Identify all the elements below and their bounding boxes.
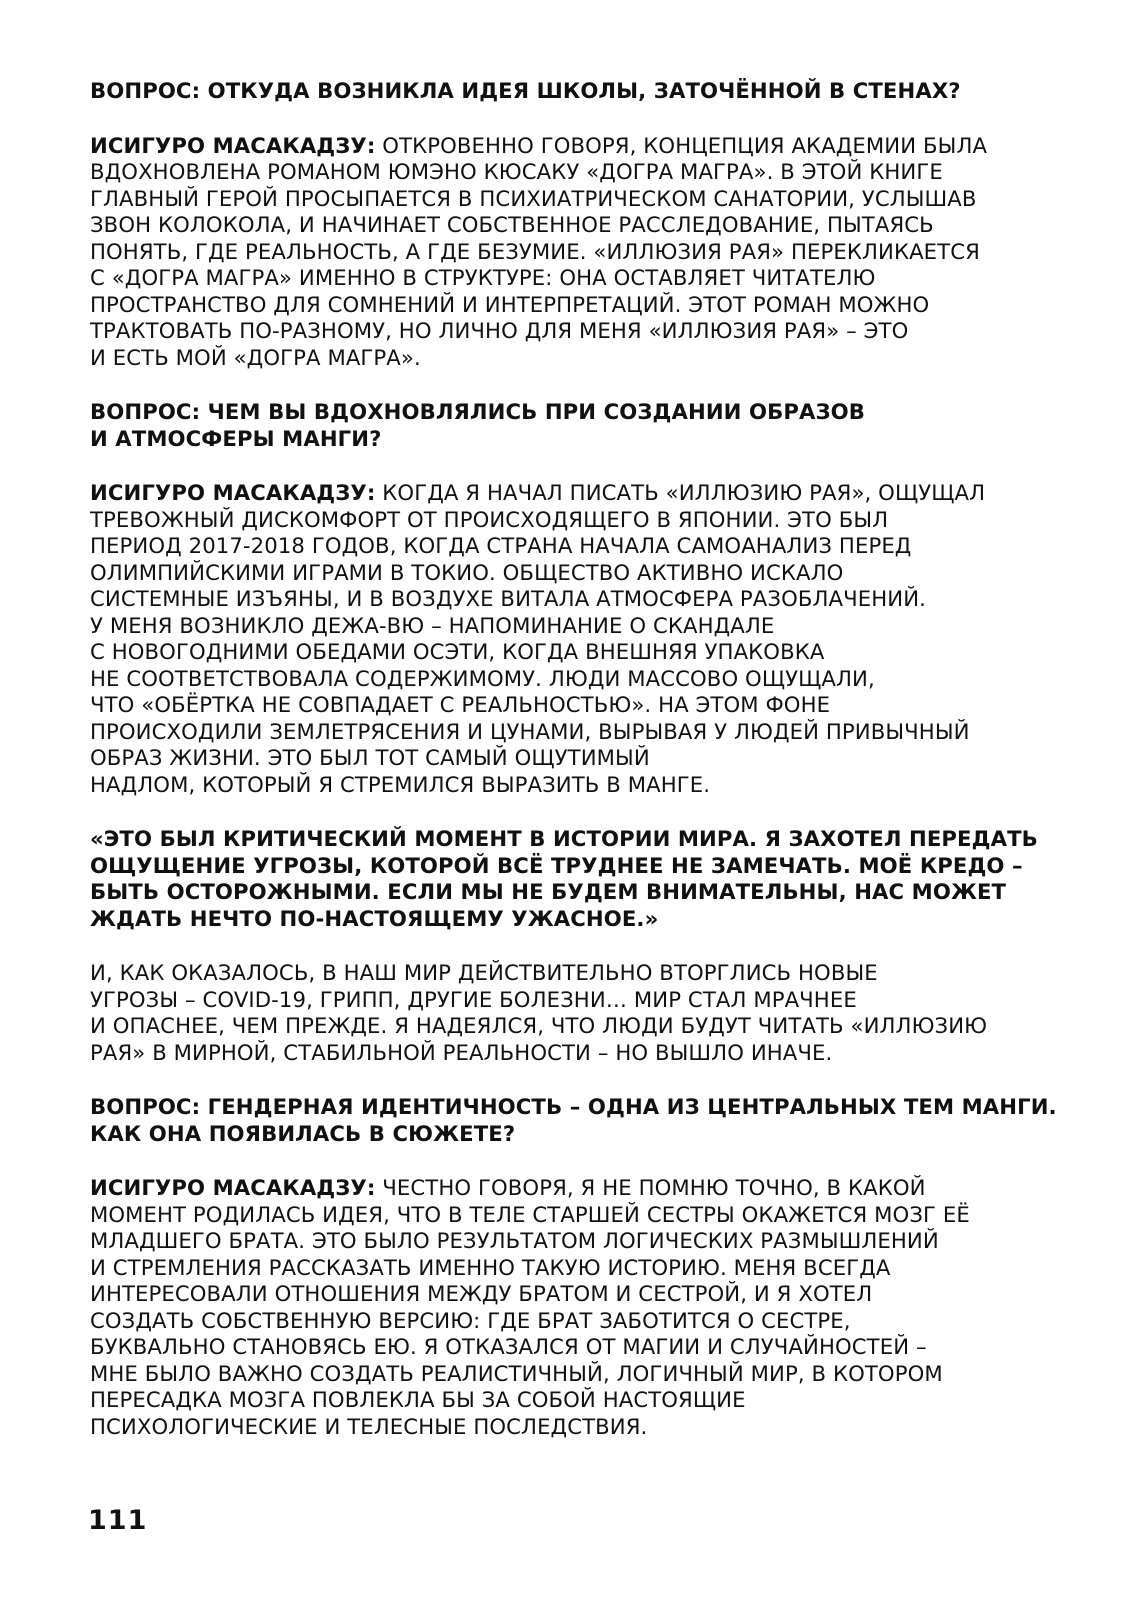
answer-3-line: МЛАДШЕГО БРАТА. ЭТО БЫЛО РЕЗУЛЬТАТОМ ЛОГИЧЕСКИХ РАЗМЫШЛЕНИЙ [90,1228,939,1253]
quote-line: ЖДАТЬ НЕЧТО ПО-НАСТОЯЩЕМУ УЖАСНОЕ.» [90,905,659,931]
pull-quote [90,826,1038,932]
question-3-line: КАК ОНА ПОЯВИЛАСЬ В СЮЖЕТЕ? [90,1120,516,1146]
answer-1-line: И ЕСТЬ МОЙ «ДОГРА МАГРА». [90,344,421,370]
paragraph-line: УГРОЗЫ – COVID-19, ГРИПП, ДРУГИЕ БОЛЕЗНИ… МИР СТАЛ МРАЧНЕЕ [90,986,857,1012]
answer-2-line: СИСТЕМНЫЕ ИЗЪЯНЫ, И В ВОЗДУХЕ ВИТАЛА АТМОСФЕРА РАЗОБЛАЧЕНИЙ. [90,586,927,611]
answer-3-line: МОМЕНТ РОДИЛАСЬ ИДЕЯ, ЧТО В ТЕЛЕ СТАРШЕЙ СЕСТРЫ ОКАЖЕТСЯ МОЗГ ЕЁ [90,1201,970,1227]
answer-2-line: ПЕРИОД 2017-2018 ГОДОВ, КОГДА СТРАНА НАЧАЛА САМОАНАЛИЗ ПЕРЕД [90,533,912,558]
speaker-name: ИСИГУРО МАСАКАДЗУ: [90,132,376,158]
answer-3 [90,1175,1030,1440]
speaker-name: ИСИГУРО МАСАКАДЗУ: [90,480,376,505]
answer-3-line: БУКВАЛЬНО СТАНОВЯСЬ ЕЮ. Я ОТКАЗАЛСЯ ОТ МАГИИ И СЛУЧАЙНОСТЕЙ – [90,1334,927,1359]
question-2-line: И АТМОСФЕРЫ МАНГИ? [90,425,382,451]
answer-2-first-line-text: КОГДА Я НАЧАЛ ПИСАТЬ «ИЛЛЮЗИЮ РАЯ», ОЩУЩАЛ [375,480,986,505]
answer-3-line: ИНТЕРЕСОВАЛИ ОТНОШЕНИЯ МЕЖДУ БРАТОМ И СЕСТРОЙ, И Я ХОТЕЛ [90,1281,873,1306]
answer-3-first-line [90,1175,1030,1202]
answer-3-line: СОЗДАТЬ СОБСТВЕННУЮ ВЕРСИЮ: ГДЕ БРАТ ЗАБОТИТСЯ О СЕСТРЕ, [90,1307,851,1333]
answer-3-line: ПЕРЕСАДКА МОЗГА ПОВЛЕКЛА БЫ ЗА СОБОЙ НАСТОЯЩИЕ [90,1387,746,1412]
answer-1 [90,133,1030,372]
paragraph-line: И, КАК ОКАЗАЛОСЬ, В НАШ МИР ДЕЙСТВИТЕЛЬНО ВТОРГЛИСЬ НОВЫЕ [90,960,878,985]
question-3 [90,1094,1057,1147]
answer-2 [90,480,1030,798]
answer-3-line: МНЕ БЫЛО ВАЖНО СОЗДАТЬ РЕАЛИСТИЧНЫЙ, ЛОГИЧНЫЙ МИР, В КОТОРОМ [90,1360,943,1386]
answer-3-first-line-text: ЧЕСТНО ГОВОРЯ, Я НЕ ПОМНЮ ТОЧНО, В КАКОЙ [375,1175,926,1200]
quote-line: БЫТЬ ОСТОРОЖНЫМИ. ЕСЛИ МЫ НЕ БУДЕМ ВНИМАТЕЛЬНЫ, НАС МОЖЕТ [90,879,1007,904]
answer-2-line: ОБРАЗ ЖИЗНИ. ЭТО БЫЛ ТОТ САМЫЙ ОЩУТИМЫЙ [90,745,650,770]
question-2 [90,399,1030,452]
paragraph-line: РАЯ» В МИРНОЙ, СТАБИЛЬНОЙ РЕАЛЬНОСТИ – НО ВЫШЛО ИНАЧЕ. [90,1039,833,1065]
answer-1-line: ТРАКТОВАТЬ ПО-РАЗНОМУ, НО ЛИЧНО ДЛЯ МЕНЯ «ИЛЛЮЗИЯ РАЯ» – ЭТО [90,318,909,343]
answer-1-first-line [90,133,1030,160]
answer-2-line: ОЛИМПИЙСКИМИ ИГРАМИ В ТОКИО. ОБЩЕСТВО АКТИВНО ИСКАЛО [90,559,844,585]
answer-2-line: ПРОИСХОДИЛИ ЗЕМЛЕТРЯСЕНИЯ И ЦУНАМИ, ВЫРЫВАЯ У ЛЮДЕЙ ПРИВЫЧНЫЙ [90,718,970,744]
answer-1-line: ПРОСТРАНСТВО ДЛЯ СОМНЕНИЙ И ИНТЕРПРЕТАЦИЙ. ЭТОТ РОМАН МОЖНО [90,291,930,317]
answer-2-line: НЕ СООТВЕТСТВОВАЛА СОДЕРЖИМОМУ. ЛЮДИ МАССОВО ОЩУЩАЛИ, [90,665,875,691]
answer-1-line: С «ДОГРА МАГРА» ИМЕННО В СТРУКТУРЕ: ОНА ОСТАВЛЯЕТ ЧИТАТЕЛЮ [90,265,876,290]
paragraph [90,960,1030,1066]
answer-2-line: У МЕНЯ ВОЗНИКЛО ДЕЖА-ВЮ – НАПОМИНАНИЕ О СКАНДАЛЕ [90,612,775,638]
question-1 [90,78,1030,105]
speaker-name: ИСИГУРО МАСАКАДЗУ: [90,1175,376,1200]
answer-3-line: ПСИХОЛОГИЧЕСКИЕ И ТЕЛЕСНЫЕ ПОСЛЕДСТВИЯ. [90,1413,648,1439]
answer-2-line: ЧТО «ОБЁРТКА НЕ СОВПАДАЕТ С РЕАЛЬНОСТЬЮ». НА ЭТОМ ФОНЕ [90,692,831,717]
quote-line: ОЩУЩЕНИЕ УГРОЗЫ, КОТОРОЙ ВСЁ ТРУДНЕЕ НЕ ЗАМЕЧАТЬ. МОЁ КРЕДО – [90,852,1023,878]
answer-2-line: НАДЛОМ, КОТОРЫЙ Я СТРЕМИЛСЯ ВЫРАЗИТЬ В МАНГЕ. [90,771,711,797]
answer-2-first-line [90,480,1030,507]
question-3-line: ВОПРОС: ГЕНДЕРНАЯ ИДЕНТИЧНОСТЬ – ОДНА ИЗ ЦЕНТРАЛЬНЫХ ТЕМ МАНГИ. [90,1094,1057,1119]
question-1-line-1: ВОПРОС: ОТКУДА ВОЗНИКЛА ИДЕЯ ШКОЛЫ, ЗАТОЧЁННОЙ В СТЕНАХ? [90,78,961,103]
answer-1-line: ГЛАВНЫЙ ГЕРОЙ ПРОСЫПАЕТСЯ В ПСИХИАТРИЧЕСКОМ САНАТОРИИ, УСЛЫШАВ [90,185,977,211]
answer-1-line: ЗВОН КОЛОКОЛА, И НАЧИНАЕТ СОБСТВЕННОЕ РАССЛЕДОВАНИЕ, ПЫТАЯСЬ [90,212,934,237]
answer-1-line: ПОНЯТЬ, ГДЕ РЕАЛЬНОСТЬ, А ГДЕ БЕЗУМИЕ. «ИЛЛЮЗИЯ РАЯ» ПЕРЕКЛИКАЕТСЯ [90,238,980,264]
answer-1-line: ВДОХНОВЛЕНА РОМАНОМ ЮМЭНО КЮСАКУ «ДОГРА МАГРА». В ЭТОЙ КНИГЕ [90,159,943,184]
page-number: 111 [88,1505,148,1536]
quote-line: «ЭТО БЫЛ КРИТИЧЕСКИЙ МОМЕНТ В ИСТОРИИ МИРА. Я ЗАХОТЕЛ ПЕРЕДАТЬ [90,826,1038,851]
answer-2-line: С НОВОГОДНИМИ ОБЕДАМИ ОСЭТИ, КОГДА ВНЕШНЯЯ УПАКОВКА [90,639,825,664]
answer-1-first-line-text: ОТКРОВЕННО ГОВОРЯ, КОНЦЕПЦИЯ АКАДЕМИИ БЫЛА [375,132,988,158]
paragraph-line: И ОПАСНЕЕ, ЧЕМ ПРЕЖДЕ. Я НАДЕЯЛСЯ, ЧТО ЛЮДИ БУДУТ ЧИТАТЬ «ИЛЛЮЗИЮ [90,1013,988,1038]
answer-3-line: И СТРЕМЛЕНИЯ РАССКАЗАТЬ ИМЕННО ТАКУЮ ИСТОРИЮ. МЕНЯ ВСЕГДА [90,1254,891,1280]
question-2-line: ВОПРОС: ЧЕМ ВЫ ВДОХНОВЛЯЛИСЬ ПРИ СОЗДАНИИ ОБРАЗОВ [90,399,865,424]
page-body [90,78,1057,1468]
answer-2-line: ТРЕВОЖНЫЙ ДИСКОМФОРТ ОТ ПРОИСХОДЯЩЕГО В ЯПОНИИ. ЭТО БЫЛ [90,506,889,532]
